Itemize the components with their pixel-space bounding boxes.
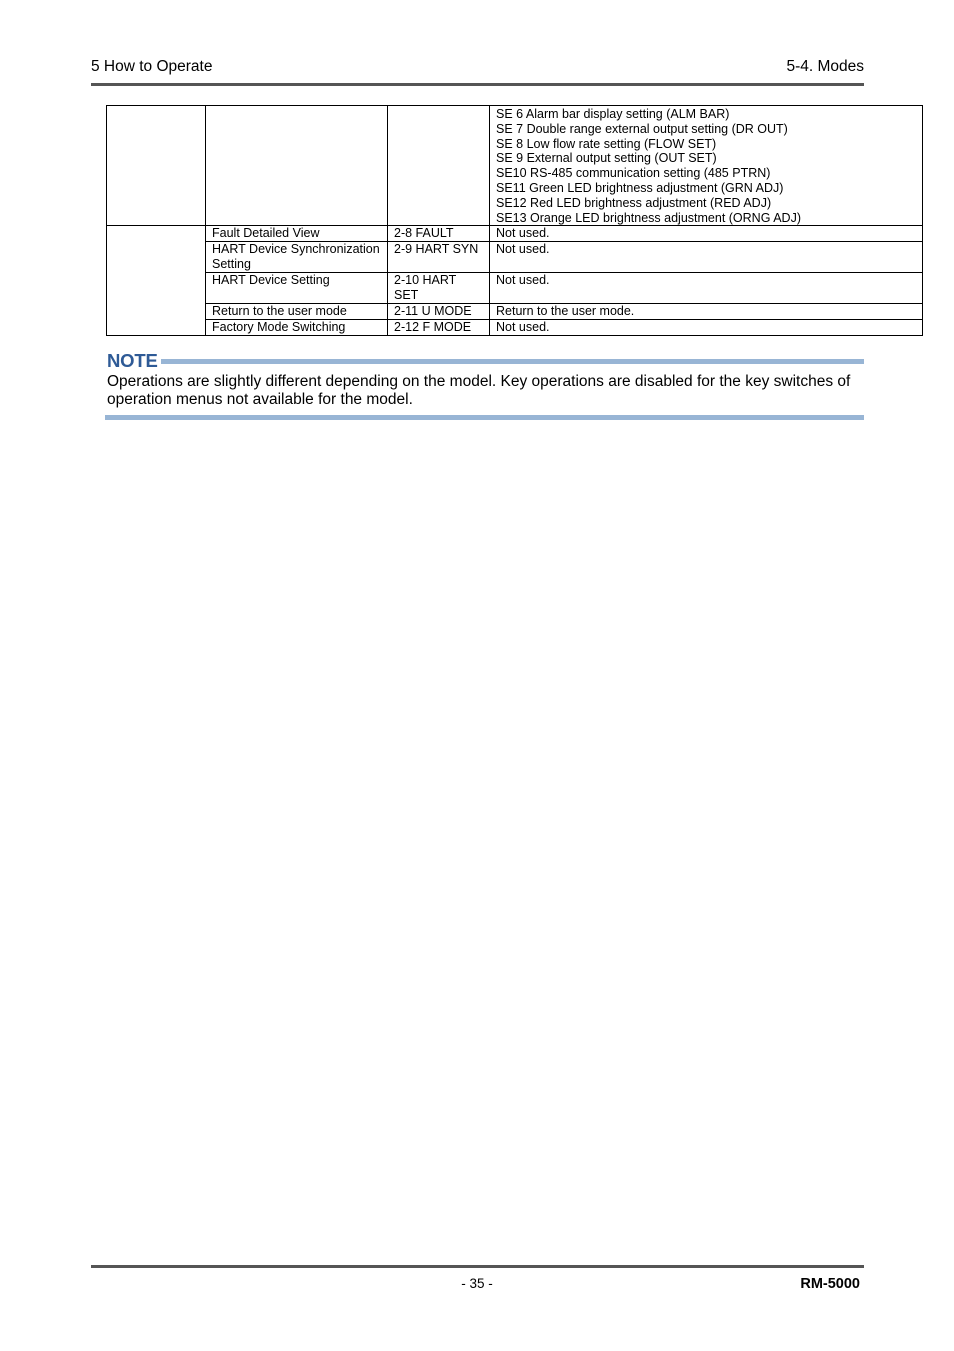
table-row xyxy=(107,319,923,335)
list-item: SE13 Orange LED brightness adjustment (ORNG ADJ) xyxy=(496,210,801,225)
footer-rule xyxy=(91,1265,864,1268)
list-item: SE12 Red LED brightness adjustment (RED ADJ) xyxy=(496,195,772,210)
list-item: SE11 Green LED brightness adjustment (GRN ADJ) xyxy=(496,180,784,195)
item-cell: HART Device Setting xyxy=(206,272,388,303)
settings-list-cell xyxy=(490,106,923,226)
section-title: 5-4. Modes xyxy=(786,58,864,75)
note-text: Operations are slightly different depending on the model. Key operations are disabled for the key switches of operation menus not available for the model. xyxy=(107,373,851,408)
settings-list xyxy=(496,107,916,225)
operation-menu-table xyxy=(106,105,923,336)
table-row xyxy=(107,303,923,319)
item-cell: Return to the user mode xyxy=(206,303,388,319)
display-cell: 2-10 HART SET xyxy=(388,272,490,303)
content-cell: Return to the user mode. xyxy=(490,303,923,319)
table-cell xyxy=(206,106,388,226)
table-row xyxy=(107,272,923,303)
page-header xyxy=(91,58,864,76)
content-cell: Not used. xyxy=(490,226,923,242)
header-rule xyxy=(91,83,864,86)
item-cell: Factory Mode Switching xyxy=(206,319,388,335)
model-name: RM-5000 xyxy=(800,1276,860,1292)
item-cell: Fault Detailed View xyxy=(206,226,388,242)
display-cell: 2-8 FAULT xyxy=(388,226,490,242)
list-item: SE 7 Double range external output setting (DR OUT) xyxy=(496,121,788,136)
table-row xyxy=(107,106,923,226)
table-cell xyxy=(107,106,206,226)
list-item: SE 9 External output setting (OUT SET) xyxy=(496,151,717,166)
display-cell: 2-9 HART SYN xyxy=(388,242,490,273)
table-cell xyxy=(388,106,490,226)
note-heading xyxy=(107,351,864,371)
note-label: NOTE xyxy=(107,350,158,371)
display-cell: 2-11 U MODE xyxy=(388,303,490,319)
item-cell: HART Device Synchronization Setting xyxy=(206,242,388,273)
note-top-bar xyxy=(161,359,864,364)
content-cell: Not used. xyxy=(490,242,923,273)
display-cell: 2-12 F MODE xyxy=(388,319,490,335)
list-item: SE 6 Alarm bar display setting (ALM BAR) xyxy=(496,107,730,121)
table-row xyxy=(107,242,923,273)
page-number: - 35 - xyxy=(461,1276,493,1291)
list-item: SE 8 Low flow rate setting (FLOW SET) xyxy=(496,136,717,151)
content-cell: Not used. xyxy=(490,319,923,335)
note-bottom-bar xyxy=(105,415,864,420)
chapter-title: 5 How to Operate xyxy=(91,58,213,75)
content-cell: Not used. xyxy=(490,272,923,303)
table-cell xyxy=(107,226,206,335)
list-item: SE10 RS-485 communication setting (485 PTRN) xyxy=(496,166,771,181)
table-row xyxy=(107,226,923,242)
